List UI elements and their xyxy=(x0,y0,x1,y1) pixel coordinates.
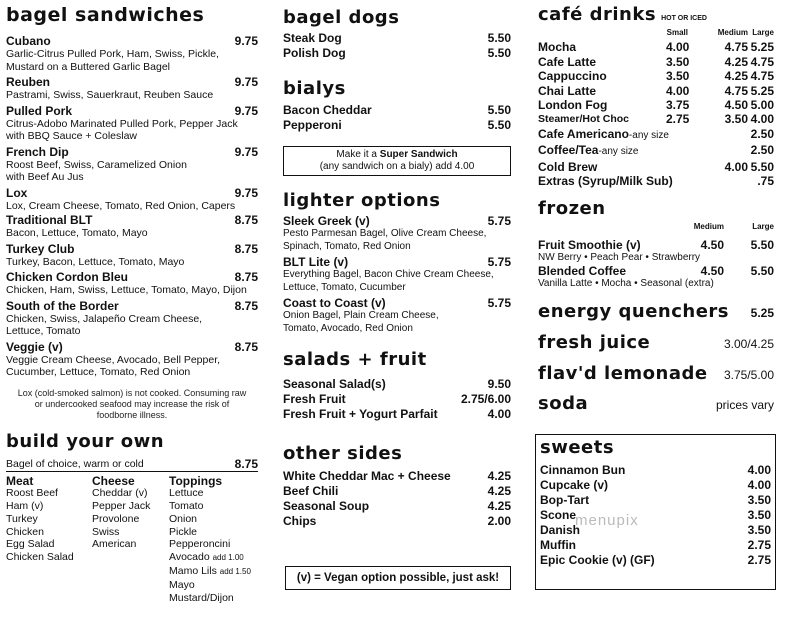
drink-name: Coffee/Tea-any size xyxy=(538,143,639,158)
cafe-drinks-title: café drinks xyxy=(538,4,657,25)
option-item: Cheddar (v) xyxy=(92,487,148,500)
menu-item xyxy=(6,145,258,184)
energy-quenchers-row xyxy=(538,301,774,323)
menu-item: Cupcake (v) 4.00 xyxy=(540,478,771,492)
item-price: 8.75 xyxy=(234,213,258,227)
item-name: Reuben xyxy=(6,75,51,89)
item-price: 9.75 xyxy=(234,34,258,48)
energy-quenchers-title: energy quenchers xyxy=(538,301,729,323)
option-item: Provolone xyxy=(92,512,140,525)
item-desc: Chicken, Swiss, Jalapeño Cream Cheese, Lettuce, Tomato xyxy=(6,312,203,337)
menu-item: Muffin 2.75 xyxy=(540,538,771,552)
option-item: Pepperoncini xyxy=(169,538,231,551)
option-item: Tomato xyxy=(169,500,204,513)
drink-flavors: Vanilla Latte • Mocha • Seasonal (extra) xyxy=(538,278,714,290)
cheese-column xyxy=(92,475,150,552)
build-your-own-line xyxy=(6,457,258,472)
other-sides-title: other sides xyxy=(283,443,403,464)
item-desc: Veggie Cream Cheese, Avocado, Bell Pepper, Cucumber, Lettuce, Tomato, Red Onion xyxy=(6,353,221,378)
item-name: Cubano xyxy=(6,34,51,48)
salads-fruit-title: salads + fruit xyxy=(283,349,427,370)
menu-item: Bacon Cheddar 5.50 xyxy=(283,103,511,117)
item-price: 8.75 xyxy=(234,339,258,354)
item-price: 8.75 xyxy=(234,241,258,256)
menu-item: Seasonal Soup 4.25 xyxy=(283,499,511,513)
meat-column xyxy=(6,475,74,565)
super-sandwich-name: Super Sandwich xyxy=(379,149,458,160)
sweets-title: sweets xyxy=(540,437,615,458)
item-price: 9.75 xyxy=(234,75,258,89)
menu-item: Sleek Greek (v) 5.75 Pesto Parmesan Bagel, Olive Cream Cheese, Spinach, Tomato, Red Onion xyxy=(283,214,511,252)
fresh-juice-row xyxy=(538,332,774,354)
seafood-notice: Lox (cold-smoked salmon) is not cooked. Consuming raw or undercooked seafood may increase the risk of foodborne illness. xyxy=(17,387,247,420)
bialys-list xyxy=(283,103,511,132)
build-your-own-price: 8.75 xyxy=(234,456,258,471)
option-item: Onion xyxy=(169,512,198,525)
bagel-sandwiches-list xyxy=(6,34,258,379)
item-desc: Garlic-Citrus Pulled Pork, Ham, Swiss, Pickle, Mustard on a Buttered Garlic Bagel xyxy=(6,48,219,73)
soda-title: soda xyxy=(538,393,589,415)
fresh-juice-title: fresh juice xyxy=(538,332,651,354)
drink-name: Steamer/Hot Choc xyxy=(538,113,630,126)
item-name: Pulled Pork xyxy=(6,103,73,118)
build-your-own-desc: Bagel of choice, warm or cold xyxy=(6,457,144,470)
cafe-drinks-subtitle: HOT OR ICED xyxy=(661,15,707,22)
build-your-own-title: build your own xyxy=(6,430,165,452)
drink-name: Blended Coffee xyxy=(538,264,627,279)
item-name: French Dip xyxy=(6,144,69,159)
size-header: Medium xyxy=(717,28,748,37)
menu-item xyxy=(6,104,258,143)
item-desc: Pastrami, Swiss, Sauerkraut, Reuben Sauce xyxy=(6,89,214,101)
build-your-own-options xyxy=(6,475,258,625)
lighter-options-list xyxy=(283,214,511,335)
menu-item: BLT Lite (v) 5.75 Everything Bagel, Bacon Chive Cream Cheese, Lettuce, Tomato, Cucumber xyxy=(283,255,511,293)
menu-item xyxy=(6,270,258,297)
menu-item: White Cheddar Mac + Cheese 4.25 xyxy=(283,469,511,483)
other-sides-list xyxy=(283,469,511,528)
vegan-note: (v) = Vegan option possible, just ask! xyxy=(296,572,500,584)
menu-item: Danish 3.50 xyxy=(540,523,771,537)
drink-name: Cold Brew xyxy=(538,159,598,174)
option-item: American xyxy=(92,538,137,551)
menu-item xyxy=(6,242,258,269)
meat-header: Meat xyxy=(6,473,34,488)
avocado-add: add 1.00 xyxy=(212,553,244,563)
column-left xyxy=(6,0,258,625)
menu-item xyxy=(6,34,258,73)
item-price: 9.75 xyxy=(234,144,258,159)
lemonade-price: 3.75/5.00 xyxy=(723,368,774,383)
item-name: Lox xyxy=(6,185,28,200)
menu-item: Steak Dog 5.50 xyxy=(283,31,511,45)
item-name: Chicken Cordon Bleu xyxy=(6,270,129,284)
soda-price: prices vary xyxy=(715,398,774,413)
bialys-title: bialys xyxy=(283,78,346,99)
menu-item: Coast to Coast (v) 5.75 Onion Bagel, Plain Cream Cheese, Tomato, Avocado, Red Onion xyxy=(283,296,511,334)
item-name: Turkey Club xyxy=(6,241,75,256)
item-price: 9.75 xyxy=(234,185,258,200)
column-middle xyxy=(283,0,511,584)
lemonade-title: flav'd lemonade xyxy=(538,363,708,385)
drink-flavors: NW Berry • Peach Pear • Strawberry xyxy=(538,252,701,264)
bagel-dogs-title: bagel dogs xyxy=(283,7,400,28)
option-item: Mustard/Dijon xyxy=(169,591,234,604)
item-name: Traditional BLT xyxy=(6,213,93,227)
size-header: Large xyxy=(752,28,774,37)
energy-quenchers-price: 5.25 xyxy=(750,306,774,321)
size-header: Large xyxy=(752,222,774,232)
mamo-add: add 1.50 xyxy=(219,567,251,577)
cheese-header: Cheese xyxy=(92,473,135,488)
super-sandwich-pre: Make it a xyxy=(336,149,380,160)
menu-item xyxy=(6,340,258,379)
item-price: 9.75 xyxy=(234,103,258,118)
soda-row xyxy=(538,393,774,415)
menu-item: Polish Dog 5.50 xyxy=(283,46,511,60)
menu-item xyxy=(6,213,258,240)
option-item: Avocado add 1.00 xyxy=(169,551,244,564)
option-item: Swiss xyxy=(92,525,120,538)
cafe-drinks-table: Small Medium Large Mocha 4.00 4.75 5.25 Cafe Latte 3.50 4.25 4.75 Cappuccino 3.50 4.25 4.75 Chai Latte 4.00 4.75 5.25 London Fog 3.75 4.50 5.00 Steamer/Hot Choc 2.75 3.50 4.00 Cafe Americano-any size 2.50 Coffee/Tea-any size 2.50 Cold Brew 4.00 5.50 Extras (Syrup/Milk Sub) .75 xyxy=(538,28,774,189)
menu-item: Scone 3.50 xyxy=(540,508,771,522)
frozen-title: frozen xyxy=(538,198,606,220)
item-price: 8.75 xyxy=(234,298,258,313)
option-item: Egg Salad xyxy=(6,538,55,551)
menu-item: Seasonal Salad(s) 9.50 xyxy=(283,377,511,391)
drink-name: London Fog xyxy=(538,98,608,113)
drink-name: Fruit Smoothie (v) xyxy=(538,238,641,253)
option-item: Chicken Salad xyxy=(6,551,74,564)
toppings-header: Toppings xyxy=(169,473,223,488)
item-desc: Bacon, Lettuce, Tomato, Mayo xyxy=(6,227,148,239)
bagel-sandwiches-title: bagel sandwiches xyxy=(6,4,205,26)
lemonade-row xyxy=(538,363,774,385)
item-desc: Roost Beef, Swiss, Caramelized Onion with Beef Au Jus xyxy=(6,158,187,183)
size-header: Small xyxy=(666,28,688,37)
toppings-column xyxy=(169,475,251,605)
menu-item: Beef Chili 4.25 xyxy=(283,484,511,498)
bagel-dogs-list xyxy=(283,31,511,60)
option-item: Turkey xyxy=(6,512,38,525)
menu-item: Chips 2.00 xyxy=(283,514,511,528)
menu-item xyxy=(6,75,258,102)
option-item: Roost Beef xyxy=(6,487,58,500)
menu-item: Fresh Fruit + Yogurt Parfait 4.00 xyxy=(283,407,511,421)
option-item: Lettuce xyxy=(169,487,204,500)
menu-item: Pepperoni 5.50 xyxy=(283,118,511,132)
menu-item: Cinnamon Bun 4.00 xyxy=(540,463,771,477)
super-sandwich-box xyxy=(283,146,511,176)
lighter-options-title: lighter options xyxy=(283,190,441,211)
option-item: Mayo xyxy=(169,578,195,591)
cafe-drinks-header xyxy=(538,4,774,26)
item-desc: Chicken, Ham, Swiss, Lettuce, Tomato, Mayo, Dijon xyxy=(6,284,247,296)
item-desc: Citrus-Adobo Marinated Pulled Pork, Pepper Jack with BBQ Sauce + Coleslaw xyxy=(6,117,238,142)
item-desc: Lox, Cream Cheese, Tomato, Red Onion, Capers xyxy=(6,199,236,212)
item-name: Veggie (v) xyxy=(6,339,63,354)
salads-fruit-list xyxy=(283,377,511,421)
watermark: menupix xyxy=(575,512,639,529)
item-desc: Turkey, Bacon, Lettuce, Tomato, Mayo xyxy=(6,255,185,268)
option-item: Pepper Jack xyxy=(92,500,151,513)
sweets-box xyxy=(535,434,776,590)
option-item: Chicken xyxy=(6,525,44,538)
vegan-note-box xyxy=(285,566,511,590)
drink-name: Mocha xyxy=(538,40,577,55)
item-price: 8.75 xyxy=(234,270,258,284)
drink-name: Cafe Americano-any size xyxy=(538,126,669,141)
menu-item: Bop-Tart 3.50 xyxy=(540,493,771,507)
super-sandwich-line2: (any sandwich on a bialy) add 4.00 xyxy=(319,161,475,172)
size-header: Medium xyxy=(693,222,724,232)
drink-name: Chai Latte xyxy=(538,83,597,98)
option-item: Mamo Lils add 1.50 xyxy=(169,565,251,578)
frozen-table: Medium Large Fruit Smoothie (v) 4.50 5.50 NW Berry • Peach Pear • Strawberry Blended Coffee 4.50 5.50 Vanilla Latte • Mocha • Seasonal (extra) xyxy=(538,222,774,290)
option-item: Ham (v) xyxy=(6,500,44,513)
option-item: Pickle xyxy=(169,525,198,538)
item-name: South of the Border xyxy=(6,298,119,313)
menu-item xyxy=(6,186,258,213)
menu-item xyxy=(6,299,258,338)
menu-item: Fresh Fruit 2.75/6.00 xyxy=(283,392,511,406)
drink-name: Extras (Syrup/Milk Sub) xyxy=(538,174,673,189)
drink-name: Cafe Latte xyxy=(538,54,597,69)
fresh-juice-price: 3.00/4.25 xyxy=(723,337,774,352)
drink-name: Cappuccino xyxy=(538,69,607,84)
menu-item: Epic Cookie (v) (GF) 2.75 xyxy=(540,553,771,567)
